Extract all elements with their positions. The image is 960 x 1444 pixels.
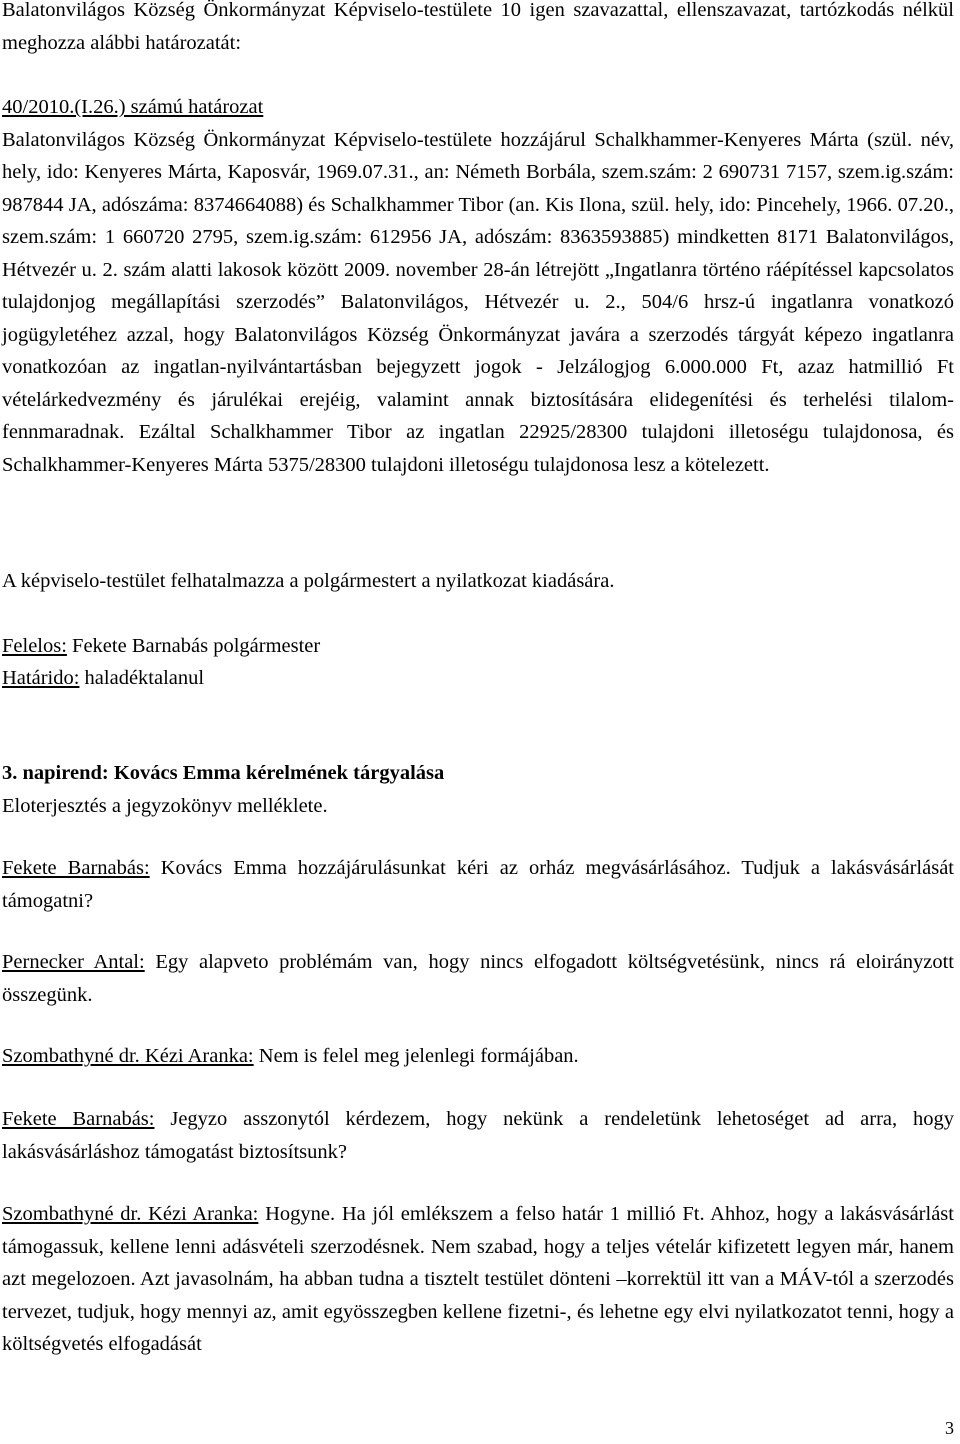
page-number: 3	[945, 1418, 954, 1438]
speaker-name: Pernecker Antal:	[2, 951, 145, 973]
speech-3	[2, 1040, 954, 1073]
intro-text: Balatonvilágos Község Önkormányzat Képviselo-testülete 10 igen szavazattal, ellenszavazat, tartózkodás nélkül meghozza alábbi határozatát:	[2, 0, 954, 54]
agenda-title: 3. napirend: Kovács Emma kérelmének tárgyalása	[2, 762, 445, 784]
speaker-name: Szombathyné dr. Kézi Aranka:	[2, 1203, 259, 1225]
resolution-body: Balatonvilágos Község Önkormányzat Képviselo-testülete hozzájárul Schalkhammer-Kenyeres Márta (szül. név, hely, ido: Kenyeres Márta, Kaposvár, 1969.07.31., an: Németh Borbála, szem.szám: 2 690731 7157, szem.ig.szám: 987844 JA, adószáma: 8374664088) és Schalkhammer Tibor (an. Kis Ilona, szül. hely, ido: Pincehely, 1966. 07.20., szem.szám: 1 660720 2795, szem.ig.szám: 612956 JA, adószám: 8363593885) mindketten 8171 Balatonvilágos, Hétvezér u. 2. szám alatti lakosok között 2009. november 28-án létrejött „Ingatlanra történo ráépítéssel kapcsolatos tulajdonjog megállapítási szerzodés” Balatonvilágos, Hétvezér u. 2., 504/6 hrsz-ú ingatlanra vonatkozó jogügyletéhez azzal, hogy Balatonvilágos Község Önkormányzat javára a szerzodés tárgyát képezo ingatlanra vonatkozóan az ingatlan-nyilvántartásban bejegyzett jogok - Jelzálogjog 6.000.000 Ft, azaz hatmillió Ft vételárkedvezmény és járulékai erejéig, valamint annak biztosítására elidegenítési és terhelési tilalom- fennmaradnak. Ezáltal Schalkhammer Tibor az ingatlan 22925/28300 tulajdoni illetoségu tulajdonosa, és Schalkhammer-Kenyeres Márta 5375/28300 tulajdoni illetoségu tulajdonosa lesz a kötelezett.	[2, 128, 954, 476]
intro-paragraph	[2, 0, 954, 59]
agenda-section	[2, 757, 954, 822]
speech-text: Kovács Emma hozzájárulásunkat kéri az orház megvásárlásához. Tudjuk a lakásvásárlását támogatni?	[2, 857, 954, 912]
speaker-name: Fekete Barnabás:	[2, 1108, 155, 1130]
deadline-line	[2, 662, 954, 695]
agenda-subtitle: Eloterjesztés a jegyzokönyv melléklete.	[2, 794, 328, 817]
responsible-value: Fekete Barnabás polgármester	[66, 635, 321, 657]
authorization-paragraph	[2, 565, 954, 598]
resolution-number: 40/2010.(I.26.) számú határozat	[2, 96, 264, 118]
speech-1	[2, 852, 954, 917]
speaker-name: Fekete Barnabás:	[2, 857, 150, 879]
deadline-label: Határido:	[2, 667, 80, 689]
speech-2	[2, 946, 954, 1011]
responsible-line	[2, 630, 954, 663]
speech-5	[2, 1198, 954, 1361]
speech-text: Egy alapveto problémám van, hogy nincs elfogadott költségvetésünk, nincs rá eloirányzott összegünk.	[2, 951, 954, 1006]
speech-text: Hogyne. Ha jól emlékszem a felso határ 1 millió Ft. Ahhoz, hogy a lakásvásárlást támogassuk, kellene lenni adásvételi szerzodésnek. Nem szabad, hogy a teljes vételár kifizetett legyen már, hanem azt megelozoen. Azt javasolnám, ha abban tudna a tisztelt testület dönteni –korrektül itt van a MÁV-tól a szerzodés tervezet, tudjuk, hogy mennyi az, amit egyösszegben kellene fizetni-, és lehetne egy elvi nyilatkozatot tenni, hogy a költségvetés elfogadását	[2, 1203, 954, 1355]
resolution-section	[2, 91, 954, 481]
speech-text: Jegyzo asszonytól kérdezem, hogy nekünk a rendeletünk lehetoséget ad arra, hogy lakásvásárláshoz támogatást biztosítsunk?	[2, 1108, 954, 1163]
speech-text: Nem is felel meg jelenlegi formájában.	[253, 1045, 579, 1067]
deadline-value: haladéktalanul	[79, 667, 205, 689]
speaker-name: Szombathyné dr. Kézi Aranka:	[2, 1045, 254, 1067]
responsible-label: Felelos:	[2, 635, 67, 657]
authorization-text: A képviselo-testület felhatalmazza a polgármestert a nyilatkozat kiadására.	[2, 570, 615, 592]
speech-4	[2, 1103, 954, 1168]
